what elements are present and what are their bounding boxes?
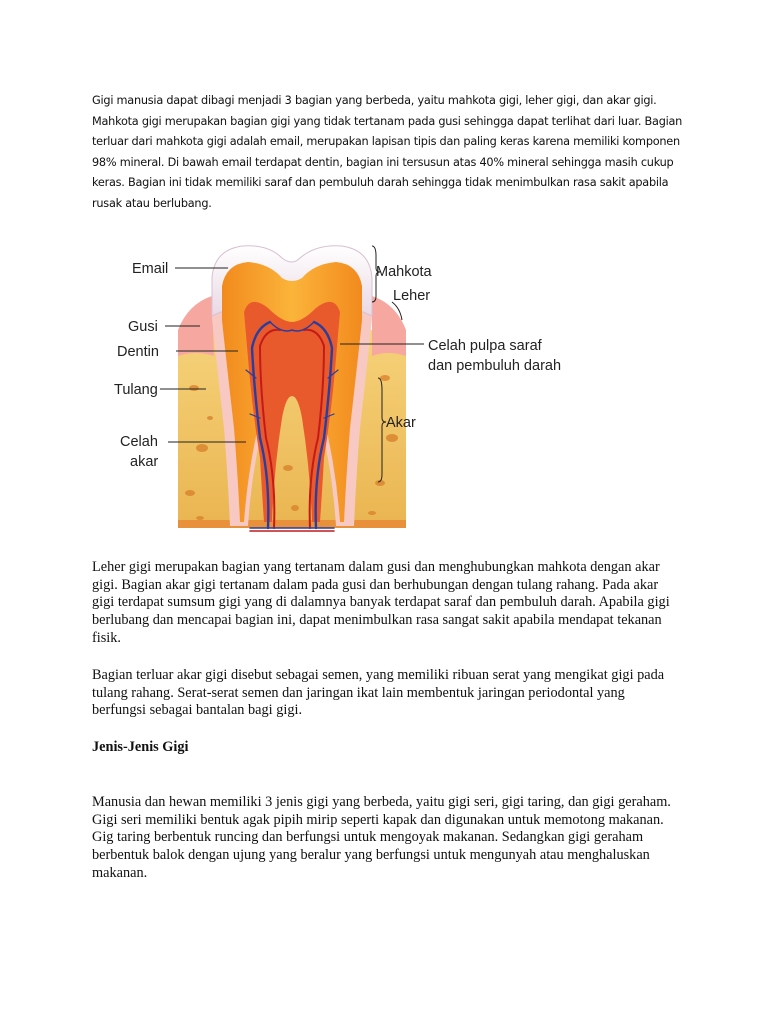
label-dentin: Dentin <box>117 344 159 360</box>
label-email: Email <box>132 261 169 277</box>
label-celah-akar-1: Celah <box>120 434 158 450</box>
label-leher: Leher <box>393 288 431 304</box>
paragraph-semen: Bagian terluar akar gigi disebut sebagai semen, yang memiliki ribuan serat yang mengikat gigi pada tulang rahang. Serat-serat semen dan jaringan ikat lain membentuk jaringan periodontal yang berfungsi sebagai bantalan bagi gigi. <box>92 667 665 719</box>
tooth-anatomy-diagram <box>110 238 590 538</box>
intro-paragraph: Gigi manusia dapat dibagi menjadi 3 bagian yang berbeda, yaitu mahkota gigi, leher gigi, dan akar gigi. Mahkota gigi merupakan bagian gigi yang tidak tertanam pada gusi sehingga dapat terlihat dari luar. Bagian terluar dari mahkota gigi adalah email, merupakan lapisan tipis dan paling keras karena memiliki komponen 98% mineral. Di bawah email terdapat dentin, bagian ini tersusun atas 40% mineral sehingga masih cukup keras. Bagian ini tidak memiliki saraf dan pembuluh darah sehingga tidak menimbulkan rasa sakit apabila rusak atau berlubang. <box>92 94 683 210</box>
paragraph-leher-gigi: Leher gigi merupakan bagian yang tertanam dalam gusi dan menghubungkan mahkota dengan akar gigi. Bagian akar gigi tertanam dalam pada gusi dan berhubungan dengan tulang rahang. Pada akar gigi terdapat sumsum gigi yang di dalamnya banyak terdapat saraf dan pembuluh darah. Apabila gigi berlubang dan mencapai bagian ini, dapat menimbulkan rasa sangat sakit apabila mendapat tekanan fisik. <box>92 559 670 646</box>
label-celah-akar-2: akar <box>130 454 159 470</box>
label-celah-pulpa-2: dan pembuluh darah <box>428 358 562 374</box>
heading-jenis-gigi: Jenis-Jenis Gigi <box>92 739 189 755</box>
label-akar: Akar <box>386 415 416 431</box>
label-tulang: Tulang <box>114 382 158 398</box>
label-celah-pulpa-1: Celah pulpa saraf <box>428 338 542 354</box>
paragraph-jenis-gigi: Manusia dan hewan memiliki 3 jenis gigi yang berbeda, yaitu gigi seri, gigi taring, dan gigi geraham. Gigi seri memiliki bentuk agak pipih mirip seperti kapak dan digunakan untuk memotong makanan. Gig taring berbentuk runcing dan berfungsi untuk mengoyak makanan. Sedangkan gigi geraham berbentuk balok dengan ujung yang beralur yang berfungsi untuk mengunyah atau menghaluskan makanan. <box>92 794 671 881</box>
label-gusi: Gusi <box>128 319 158 335</box>
label-mahkota: Mahkota <box>376 264 432 280</box>
